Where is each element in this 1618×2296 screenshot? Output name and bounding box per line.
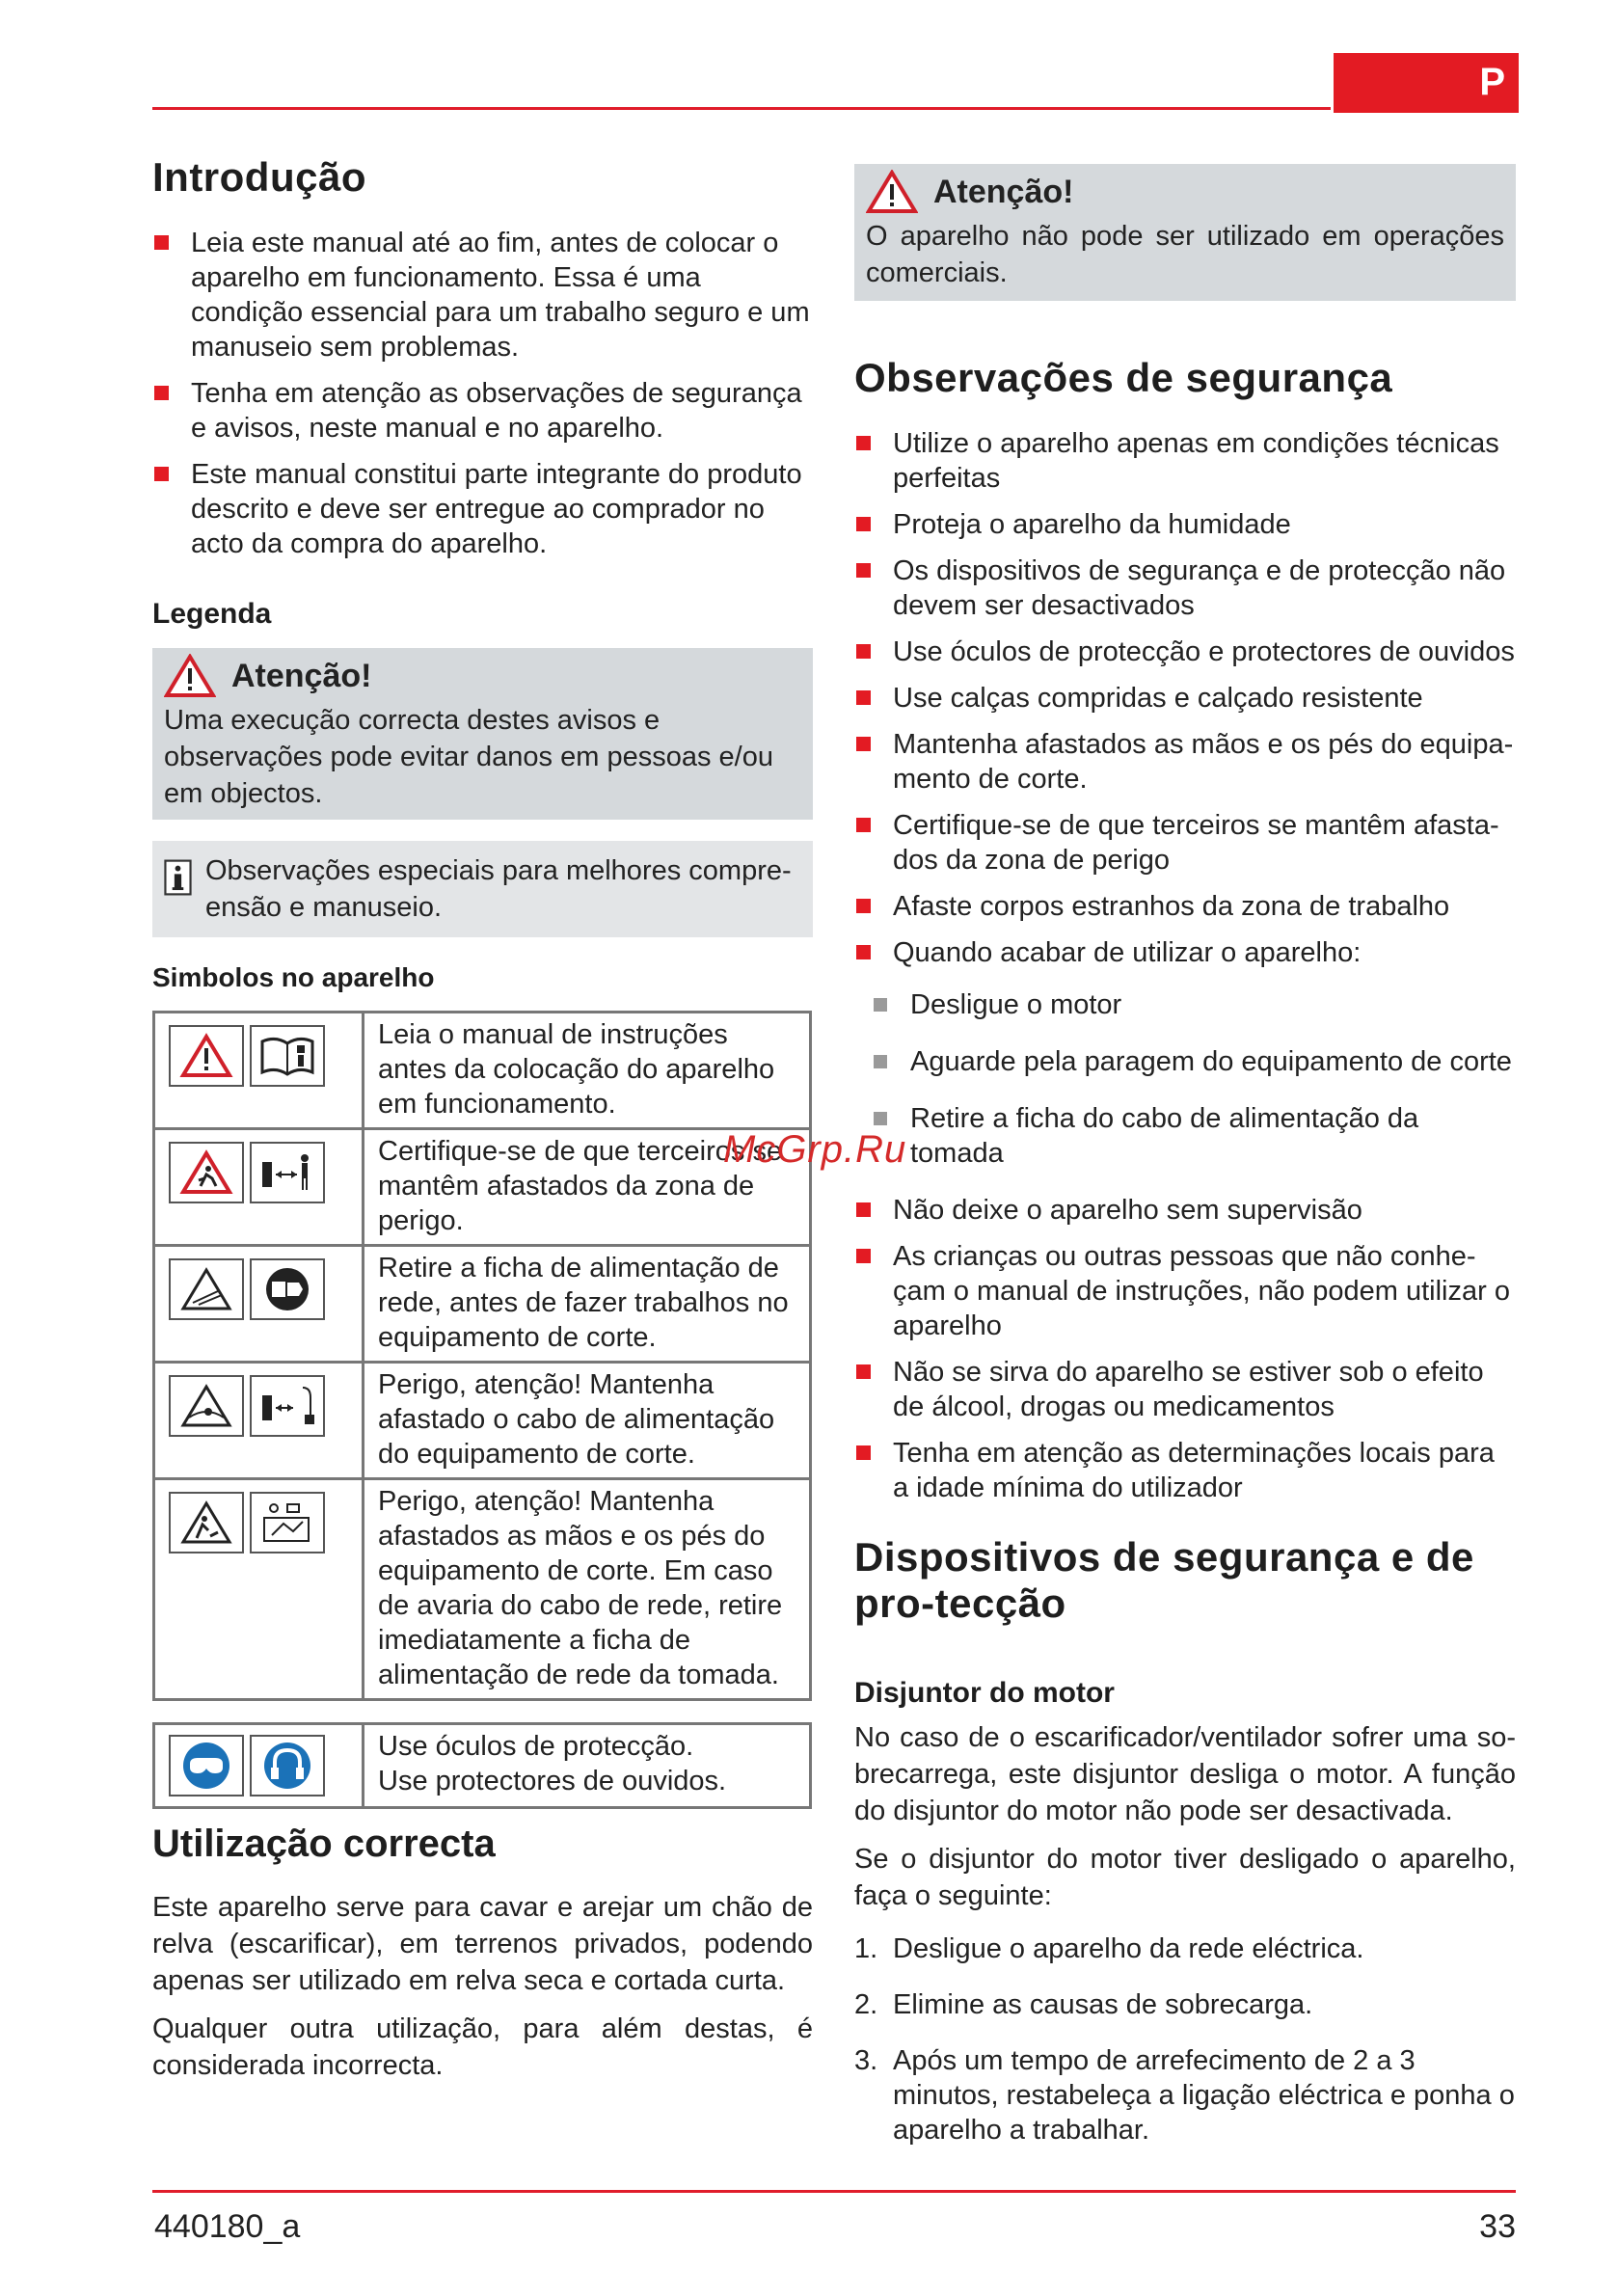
language-tab-label: P [1479,61,1505,103]
table-row [154,1246,811,1363]
list-item: Não deixe o aparelho sem supervisão [854,1193,1516,1228]
bystander-warning-icon [169,1142,244,1203]
manual-book-icon [250,1025,325,1087]
step-number: 2. [854,1989,878,2020]
legend-warning-text: Uma execução correcta destes avisos e observações pode evitar danos em pessoas e/ou em objectos. [164,705,773,809]
legend-title: Legenda [152,598,272,630]
symbol-text: Certifique-se de que terceiros se mantêm afastados da zona de perigo. [364,1129,811,1246]
motor-breaker-paragraph-2: Se o disjuntor do motor tiver desligado o aparelho, faça o seguinte: [854,1844,1516,1911]
list-item: Aguarde pela paragem do equipamento de corte [872,1044,1516,1079]
warning-triangle-icon [164,654,216,698]
attention-box [854,164,1516,301]
safety-list [854,426,1516,970]
intro-title: Introdução [152,154,366,200]
left-column [152,154,813,2095]
list-item: Tenha em atenção as determinações locais para a idade mínima do utilizador [854,1436,1516,1505]
list-item [854,1931,1516,1966]
correct-use-title: Utilização correcta [152,1823,496,1865]
ppe-goggles-text: Use óculos de protecção. [378,1731,694,1762]
list-item: As crianças ou outras pessoas que não conhe-çam o manual de instruções, não podem utilizar o aparelho [854,1239,1516,1343]
bottom-rule [152,2190,1516,2193]
warning-triangle-icon [169,1025,244,1087]
hands-feet-warning-icon [169,1492,244,1553]
motor-breaker-title: Disjuntor do motor [854,1677,1115,1709]
symbols-table [152,1011,812,1701]
ppe-ear-text: Use protectores de ouvidos. [378,1766,727,1796]
language-tab [1334,53,1519,113]
info-icon [164,852,192,903]
table-row [154,1129,811,1246]
devices-title: Dispositivos de segurança e de pro-tecção [854,1534,1474,1626]
safety-sub-list [872,987,1516,1171]
ppe-table [152,1722,812,1809]
right-column [854,164,1516,2169]
table-row [154,1363,811,1479]
list-item: Afaste corpos estranhos da zona de trabalho [854,889,1516,924]
page-number: 33 [1479,2208,1516,2245]
motor-breaker-steps [854,1931,1516,2147]
safety-goggles-icon [169,1735,244,1796]
list-item: Este manual constitui parte integrante do produto descrito e deve ser entregue ao comprador no acto da compra do aparelho. [152,457,813,561]
symbol-text: Perigo, atenção! Mantenha afastados as mãos e os pés do equipamento de corte. Em caso de avaria do cabo de rede, retire imediatamente a ficha de alimentação de rede da tomada. [364,1479,811,1700]
list-item: Proteja o aparelho da humidade [854,507,1516,542]
list-item: Certifique-se de que terceiros se mantêm afasta-dos da zona de perigo [854,808,1516,878]
correct-use-paragraph-1: Este aparelho serve para cavar e arejar um chão de relva (escarificar), em terrenos privados, podendo apenas ser utilizado em relva seca e cortada curta. [152,1892,813,1996]
attention-title: Atenção! [933,173,1074,210]
list-item: Não se sirva do aparelho se estiver sob o efeito de álcool, drogas ou medicamentos [854,1355,1516,1424]
symbol-text: Retire a ficha de alimentação de rede, antes de fazer trabalhos no equipamento de corte. [364,1246,811,1363]
cable-distance-icon [250,1375,325,1437]
table-row [154,1724,811,1808]
list-item: Use óculos de protecção e protectores de ouvidos [854,635,1516,669]
list-item: Mantenha afastados as mãos e os pés do equipa-mento de corte. [854,727,1516,797]
correct-use-paragraph-2: Qualquer outra utilização, para além destas, é considerada incorrecta. [152,2013,813,2081]
attention-text: O aparelho não pode ser utilizado em operações comerciais. [866,221,1504,288]
table-row [154,1013,811,1129]
legend-warning-title: Atenção! [231,657,372,694]
list-item: Tenha em atenção as observações de segurança e avisos, neste manual e no aparelho. [152,376,813,446]
legend-info-box [152,841,813,937]
legend-warning-box [152,648,813,820]
list-item: Retire a ficha do cabo de alimentação da tomada [872,1101,1516,1171]
step-text: Após um tempo de arrefecimento de 2 a 3 minutos, restabeleça a ligação eléctrica e ponha o aparelho a trabalhar. [893,2045,1515,2146]
safety-title: Observações de segurança [854,355,1393,400]
list-item: Desligue o motor [872,987,1516,1022]
list-item: Os dispositivos de segurança e de protecção não devem ser desactivados [854,554,1516,623]
blade-warning-icon [169,1258,244,1320]
list-item: Utilize o aparelho apenas em condições técnicas perfeitas [854,426,1516,496]
symbol-text: Leia o manual de instruções antes da colocação do aparelho em funcionamento. [364,1013,811,1129]
warning-triangle-icon [866,170,918,214]
step-text: Desligue o aparelho da rede eléctrica. [893,1933,1364,1964]
list-item [854,1987,1516,2022]
plug-removal-icon [250,1492,325,1553]
step-text: Elimine as causas de sobrecarga. [893,1989,1313,2020]
keep-distance-icon [250,1142,325,1203]
table-row [154,1479,811,1700]
document-code: 440180_a [154,2208,301,2245]
list-item: Quando acabar de utilizar o aparelho: [854,935,1516,970]
list-item: Use calças compridas e calçado resistente [854,681,1516,716]
intro-list [152,226,813,561]
list-item: Leia este manual até ao fim, antes de colocar o aparelho em funcionamento. Essa é uma condição essencial para um trabalho seguro e um manuseio sem problemas. [152,226,813,365]
unplug-icon [250,1258,325,1320]
safety-list-continued [854,1193,1516,1505]
step-number: 1. [854,1933,878,1964]
symbol-text: Perigo, atenção! Mantenha afastado o cabo de alimentação do equipamento de corte. [364,1363,811,1479]
top-rule [152,107,1331,110]
watermark: McGrp.Ru [723,1128,907,1171]
legend-info-text: Observações especiais para melhores compre-ensão e manuseio. [204,855,792,923]
list-item [854,2043,1516,2147]
step-number: 3. [854,2045,878,2076]
symbols-title: Simbolos no aparelho [152,962,435,992]
motor-breaker-paragraph-1: No caso de o escarificador/ventilador sofrer uma so-brecarrega, este disjuntor desliga o motor. A função do disjuntor do motor não pode ser desactivada. [854,1722,1516,1826]
cable-warning-icon [169,1375,244,1437]
ear-protection-icon [250,1735,325,1796]
